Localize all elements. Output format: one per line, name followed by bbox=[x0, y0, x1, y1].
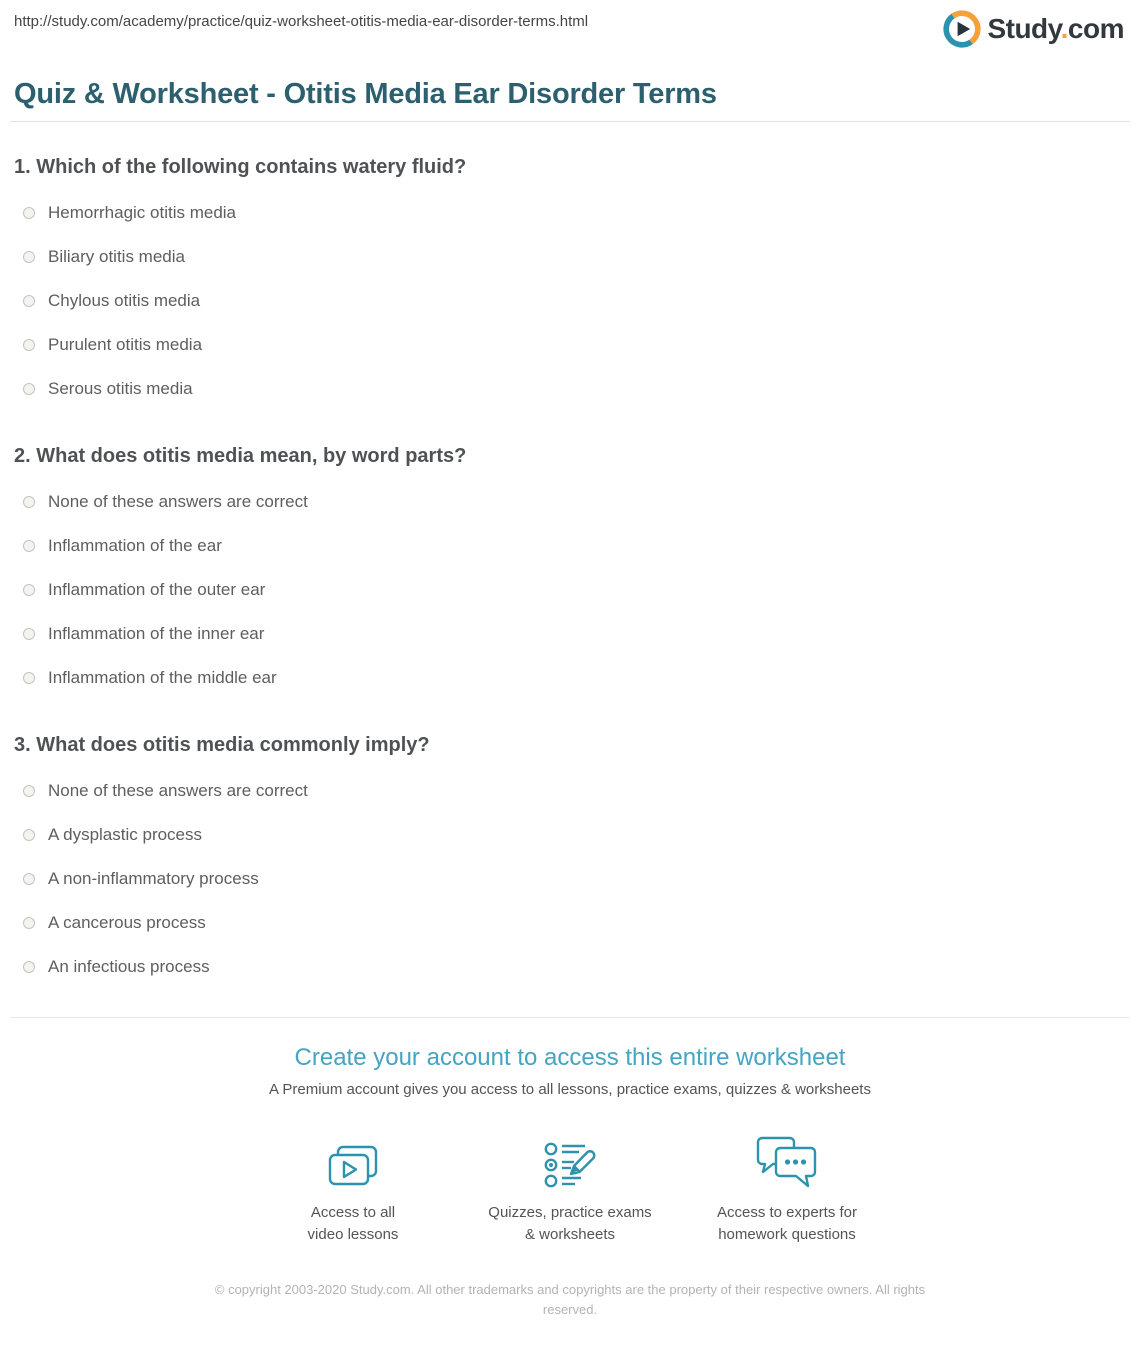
question-text: What does otitis media commonly imply? bbox=[36, 734, 429, 756]
radio-button[interactable] bbox=[23, 628, 35, 640]
radio-button[interactable] bbox=[23, 540, 35, 552]
studycom-logo-text: Study.com bbox=[987, 15, 1124, 43]
cta-subheading: A Premium account gives you access to all lessons, practice exams, quizzes & worksheets bbox=[10, 1081, 1130, 1098]
answer-options bbox=[14, 191, 1126, 411]
option-label: Purulent otitis media bbox=[48, 335, 202, 355]
radio-button[interactable] bbox=[23, 917, 35, 929]
question-heading bbox=[14, 734, 1126, 757]
video-lessons-icon bbox=[245, 1130, 462, 1194]
question-number: 3. bbox=[14, 734, 31, 756]
question-number: 1. bbox=[14, 156, 31, 178]
answer-option[interactable] bbox=[14, 568, 1126, 612]
radio-button[interactable] bbox=[23, 961, 35, 973]
answer-option[interactable] bbox=[14, 813, 1126, 857]
quizzes-worksheets-icon bbox=[462, 1130, 679, 1194]
option-label: A non-inflammatory process bbox=[48, 869, 259, 889]
answer-option[interactable] bbox=[14, 656, 1126, 700]
option-label: Inflammation of the inner ear bbox=[48, 624, 264, 644]
feature-video-lessons bbox=[245, 1130, 462, 1246]
radio-button[interactable] bbox=[23, 496, 35, 508]
question-2 bbox=[14, 445, 1126, 700]
option-label: Biliary otitis media bbox=[48, 247, 185, 267]
radio-button[interactable] bbox=[23, 672, 35, 684]
answer-option[interactable] bbox=[14, 901, 1126, 945]
radio-button[interactable] bbox=[23, 383, 35, 395]
studycom-play-circle-icon bbox=[943, 10, 981, 48]
cta-heading: Create your account to access this entire worksheet bbox=[10, 1044, 1130, 1072]
feature-label: Access to all video lessons bbox=[245, 1202, 462, 1246]
page-title: Quiz & Worksheet - Otitis Media Ear Disorder Terms bbox=[14, 78, 1126, 111]
radio-button[interactable] bbox=[23, 251, 35, 263]
answer-option[interactable] bbox=[14, 612, 1126, 656]
option-label: Inflammation of the outer ear bbox=[48, 580, 265, 600]
question-text: Which of the following contains watery fluid? bbox=[36, 156, 466, 178]
radio-button[interactable] bbox=[23, 584, 35, 596]
answer-option[interactable] bbox=[14, 279, 1126, 323]
option-label: An infectious process bbox=[48, 957, 210, 977]
option-label: Inflammation of the ear bbox=[48, 536, 222, 556]
option-label: Serous otitis media bbox=[48, 379, 193, 399]
studycom-logo[interactable] bbox=[943, 10, 1124, 48]
question-text: What does otitis media mean, by word parts? bbox=[36, 445, 466, 467]
option-label: Hemorrhagic otitis media bbox=[48, 203, 236, 223]
answer-option[interactable] bbox=[14, 367, 1126, 411]
feature-experts-chat bbox=[679, 1130, 896, 1246]
option-label: None of these answers are correct bbox=[48, 781, 308, 801]
option-label: Chylous otitis media bbox=[48, 291, 200, 311]
answer-option[interactable] bbox=[14, 857, 1126, 901]
copyright-notice: © copyright 2003-2020 Study.com. All other trademarks and copyrights are the property of their respective owners. All rights reserved. bbox=[210, 1280, 930, 1349]
question-3 bbox=[14, 734, 1126, 989]
feature-list bbox=[10, 1130, 1130, 1246]
answer-option[interactable] bbox=[14, 769, 1126, 813]
answer-option[interactable] bbox=[14, 323, 1126, 367]
experts-chat-icon bbox=[679, 1130, 896, 1194]
answer-option[interactable] bbox=[14, 524, 1126, 568]
radio-button[interactable] bbox=[23, 207, 35, 219]
radio-button[interactable] bbox=[23, 873, 35, 885]
create-account-section bbox=[10, 1017, 1130, 1246]
option-label: A dysplastic process bbox=[48, 825, 202, 845]
feature-label: Access to experts for homework questions bbox=[679, 1202, 896, 1246]
title-divider bbox=[10, 121, 1130, 122]
option-label: None of these answers are correct bbox=[48, 492, 308, 512]
answer-option[interactable] bbox=[14, 480, 1126, 524]
topbar bbox=[0, 0, 1140, 52]
radio-button[interactable] bbox=[23, 339, 35, 351]
radio-button[interactable] bbox=[23, 785, 35, 797]
question-1 bbox=[14, 156, 1126, 411]
feature-label: Quizzes, practice exams & worksheets bbox=[462, 1202, 679, 1246]
answer-option[interactable] bbox=[14, 235, 1126, 279]
question-number: 2. bbox=[14, 445, 31, 467]
answer-option[interactable] bbox=[14, 191, 1126, 235]
quiz-body bbox=[0, 156, 1140, 989]
radio-button[interactable] bbox=[23, 829, 35, 841]
feature-quizzes-worksheets bbox=[462, 1130, 679, 1246]
answer-options bbox=[14, 769, 1126, 989]
answer-options bbox=[14, 480, 1126, 700]
radio-button[interactable] bbox=[23, 295, 35, 307]
answer-option[interactable] bbox=[14, 945, 1126, 989]
option-label: A cancerous process bbox=[48, 913, 206, 933]
question-heading bbox=[14, 445, 1126, 468]
question-heading bbox=[14, 156, 1126, 179]
page-url: http://study.com/academy/practice/quiz-worksheet-otitis-media-ear-disorder-terms.html bbox=[14, 10, 588, 30]
option-label: Inflammation of the middle ear bbox=[48, 668, 277, 688]
